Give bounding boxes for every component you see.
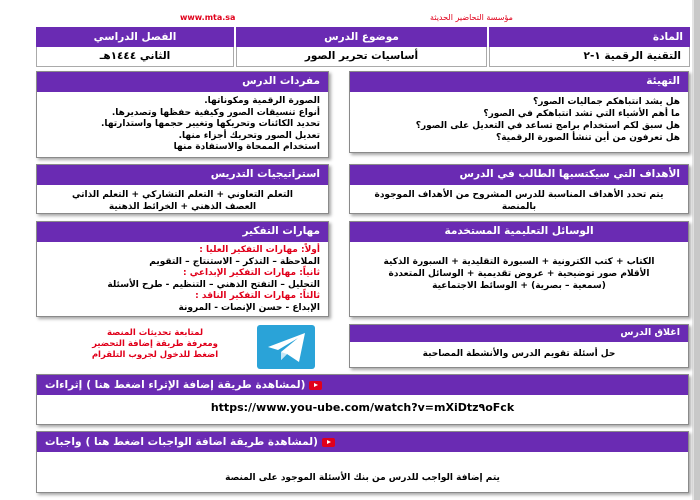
closing-section bbox=[349, 324, 689, 368]
vocab-body: الصورة الرقمية ومكوناتها. أنواع تنسيقات الصور وكيفية حفظها وتصديرها. تحديد الكائنات وتحريكها وتغيير حجمها واستدارتها. تعديل الصور وتحريك أجزاء منها. استخدام الممحاة والاستفادة منها bbox=[101, 96, 320, 152]
enrichment-url[interactable]: https://www.you-ube.com/watch?v=mXiDtz٩oFck bbox=[210, 401, 515, 414]
enrichment-label: إثراءات bbox=[45, 379, 83, 391]
enrichment-header bbox=[37, 375, 688, 395]
higher-skills: الملاحظة – التذكر – الاستنتاج – التقويم bbox=[149, 256, 320, 267]
homework-section bbox=[36, 431, 689, 493]
telegram-icon[interactable] bbox=[257, 325, 315, 369]
scrollbar[interactable] bbox=[694, 0, 700, 500]
critical-skills: الإبداع - حسن الإنصات - المرونة bbox=[178, 302, 320, 313]
homework-label: واجبات bbox=[45, 436, 82, 448]
vocab-title: مفردات الدرس bbox=[37, 72, 328, 92]
semester-header: الفصل الدراسي bbox=[36, 27, 234, 47]
closing-body: حل أسئلة تقويم الدرس والأنشطة المصاحبة bbox=[422, 349, 616, 359]
creative-skills: التحليل – التفتح الذهني – التنظيم - طرح الأسئلة bbox=[107, 279, 320, 290]
enrichment-section bbox=[36, 374, 689, 425]
topic-value: أساسيات تحرير الصور bbox=[236, 47, 487, 67]
objectives-section bbox=[349, 164, 689, 214]
warmup-section bbox=[349, 71, 689, 153]
homework-body: يتم إضافة الواجب للدرس من بنك الأسئلة الموجود على المنصة bbox=[225, 473, 500, 483]
homework-video-link[interactable]: (لمشاهدة طريقة اضافة الواجبات اضغط هنا ) bbox=[85, 436, 318, 448]
youtube-icon[interactable] bbox=[309, 381, 322, 390]
telegram-plane-icon bbox=[257, 325, 315, 369]
thinking-section bbox=[36, 221, 329, 317]
topic-header: موضوع الدرس bbox=[236, 27, 487, 47]
tools-body: الكتاب + كتب الكترونية + السبورة التقليدية + السبورة الذكية الأقلام صور توضيحية + عروض تقديمية + الوسائل المتعددة (سمعية – بصرية) + الوسائط الاجتماعية bbox=[383, 257, 655, 291]
institution-name: مؤسسة التحاضير الحديثة bbox=[430, 13, 513, 22]
strategies-section bbox=[36, 164, 329, 214]
strategies-title: استراتيجيات التدريس bbox=[37, 165, 328, 185]
subject-header: المادة bbox=[489, 27, 690, 47]
tools-section bbox=[349, 221, 689, 317]
objectives-title: الأهداف التي سيكتسبها الطالب في الدرس bbox=[350, 165, 688, 185]
higher-label: أولاً: مهارات التفكير العليا : bbox=[199, 245, 320, 255]
objectives-body: يتم تحدد الأهداف المناسبة للدرس المشروح من الأهداف الموجودة بالمنصة bbox=[374, 190, 664, 212]
closing-title: اغلاق الدرس bbox=[350, 325, 688, 342]
creative-label: ثانياً: مهارات التفكير الإبداعي : bbox=[183, 268, 320, 278]
vocab-section bbox=[36, 71, 329, 158]
tools-title: الوسائل التعليمية المستخدمة bbox=[350, 222, 688, 242]
website-link[interactable]: www.mta.sa bbox=[180, 13, 236, 22]
semester-value: الثاني ١٤٤٤هـ bbox=[36, 47, 234, 67]
thinking-body bbox=[37, 242, 328, 318]
thinking-title: مهارات التفكير bbox=[37, 222, 328, 242]
warmup-body: هل يشد انتباهكم جماليات الصور؟ ما أهم الأشياء التي تشد انتباهكم في الصور؟ هل سبق لكم استخدام برامج تساعد في التعديل على الصور؟ هل تعرفون من أين تنشأ الصورة الرقمية؟ bbox=[415, 97, 680, 143]
critical-label: ثالثاً: مهارات التفكير الناقد : bbox=[195, 291, 320, 301]
homework-header bbox=[37, 432, 688, 452]
warmup-title: التهيئة bbox=[350, 72, 688, 92]
enrichment-video-link[interactable]: (لمشاهدة طريقة إضافة الإثراء اضغط هنا ) bbox=[86, 379, 306, 391]
telegram-promo-text[interactable]: لمتابعة تحديثات المنصة ومعرفة طريقة إضافة التحضير اضغط للدخول لجروب التلقرام bbox=[91, 328, 219, 360]
strategies-body: التعلم التعاوني + التعلم التشاركي + التعلم الذاتي العصف الذهني + الخرائط الذهنية bbox=[72, 190, 293, 212]
subject-value: التقنية الرقمية ١-٢ bbox=[489, 47, 690, 67]
youtube-icon[interactable] bbox=[322, 438, 335, 447]
